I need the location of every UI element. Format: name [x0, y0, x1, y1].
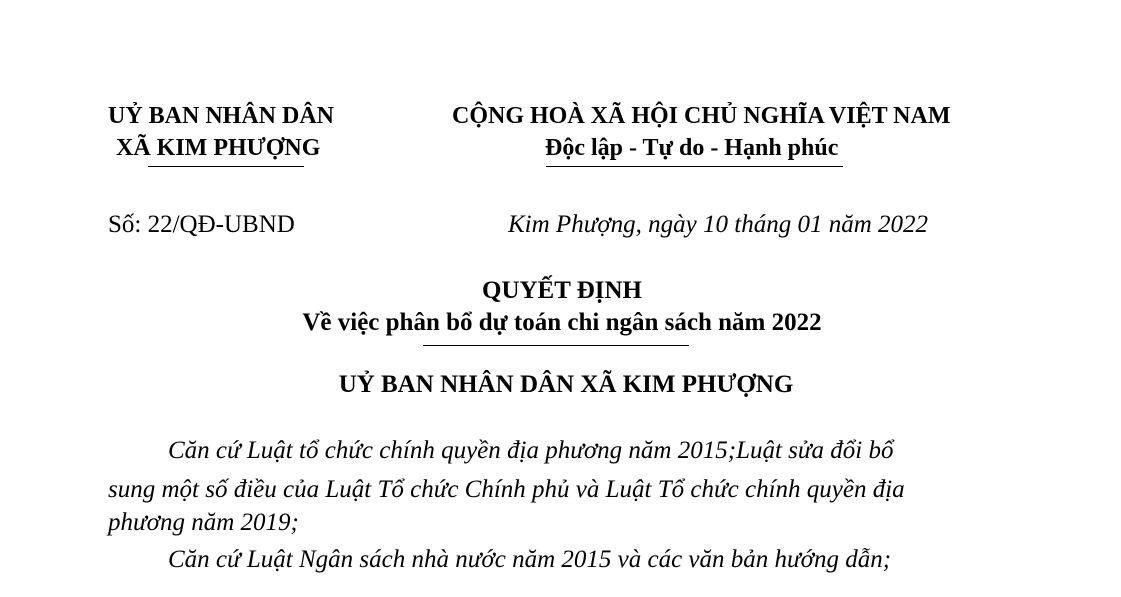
body-para1-line1: Căn cứ Luật tổ chức chính quyền địa phương năm 2015;Luật sửa đổi bổ [168, 437, 894, 464]
agency-name-line1: UỶ BAN NHÂN DÂN [108, 103, 334, 129]
subtitle-underline [423, 345, 689, 346]
document-number: Số: 22/QĐ-UBND [108, 211, 295, 238]
national-title: CỘNG HOÀ XÃ HỘI CHỦ NGHĨA VIỆT NAM [452, 103, 951, 129]
body-para1-line3: phương năm 2019; [108, 509, 299, 536]
issuing-authority: UỶ BAN NHÂN DÂN XÃ KIM PHƯỢNG [338, 371, 794, 398]
place-date: Kim Phượng, ngày 10 tháng 01 năm 2022 [508, 211, 929, 238]
decision-title: QUYẾT ĐỊNH [482, 277, 642, 304]
body-para1-line2: sung một số điều của Luật Tổ chức Chính phủ và Luật Tổ chức chính quyền địa [108, 476, 905, 503]
decision-subtitle: Về việc phân bổ dự toán chi ngân sách năm 2022 [302, 309, 822, 336]
agency-underline [148, 166, 304, 167]
body-para2-line1: Căn cứ Luật Ngân sách nhà nước năm 2015 và các văn bản hướng dẫn; [168, 546, 892, 573]
motto-underline [546, 166, 843, 167]
national-motto: Độc lập - Tự do - Hạnh phúc [545, 135, 839, 161]
agency-name-line2: XÃ KIM PHƯỢNG [116, 135, 321, 161]
